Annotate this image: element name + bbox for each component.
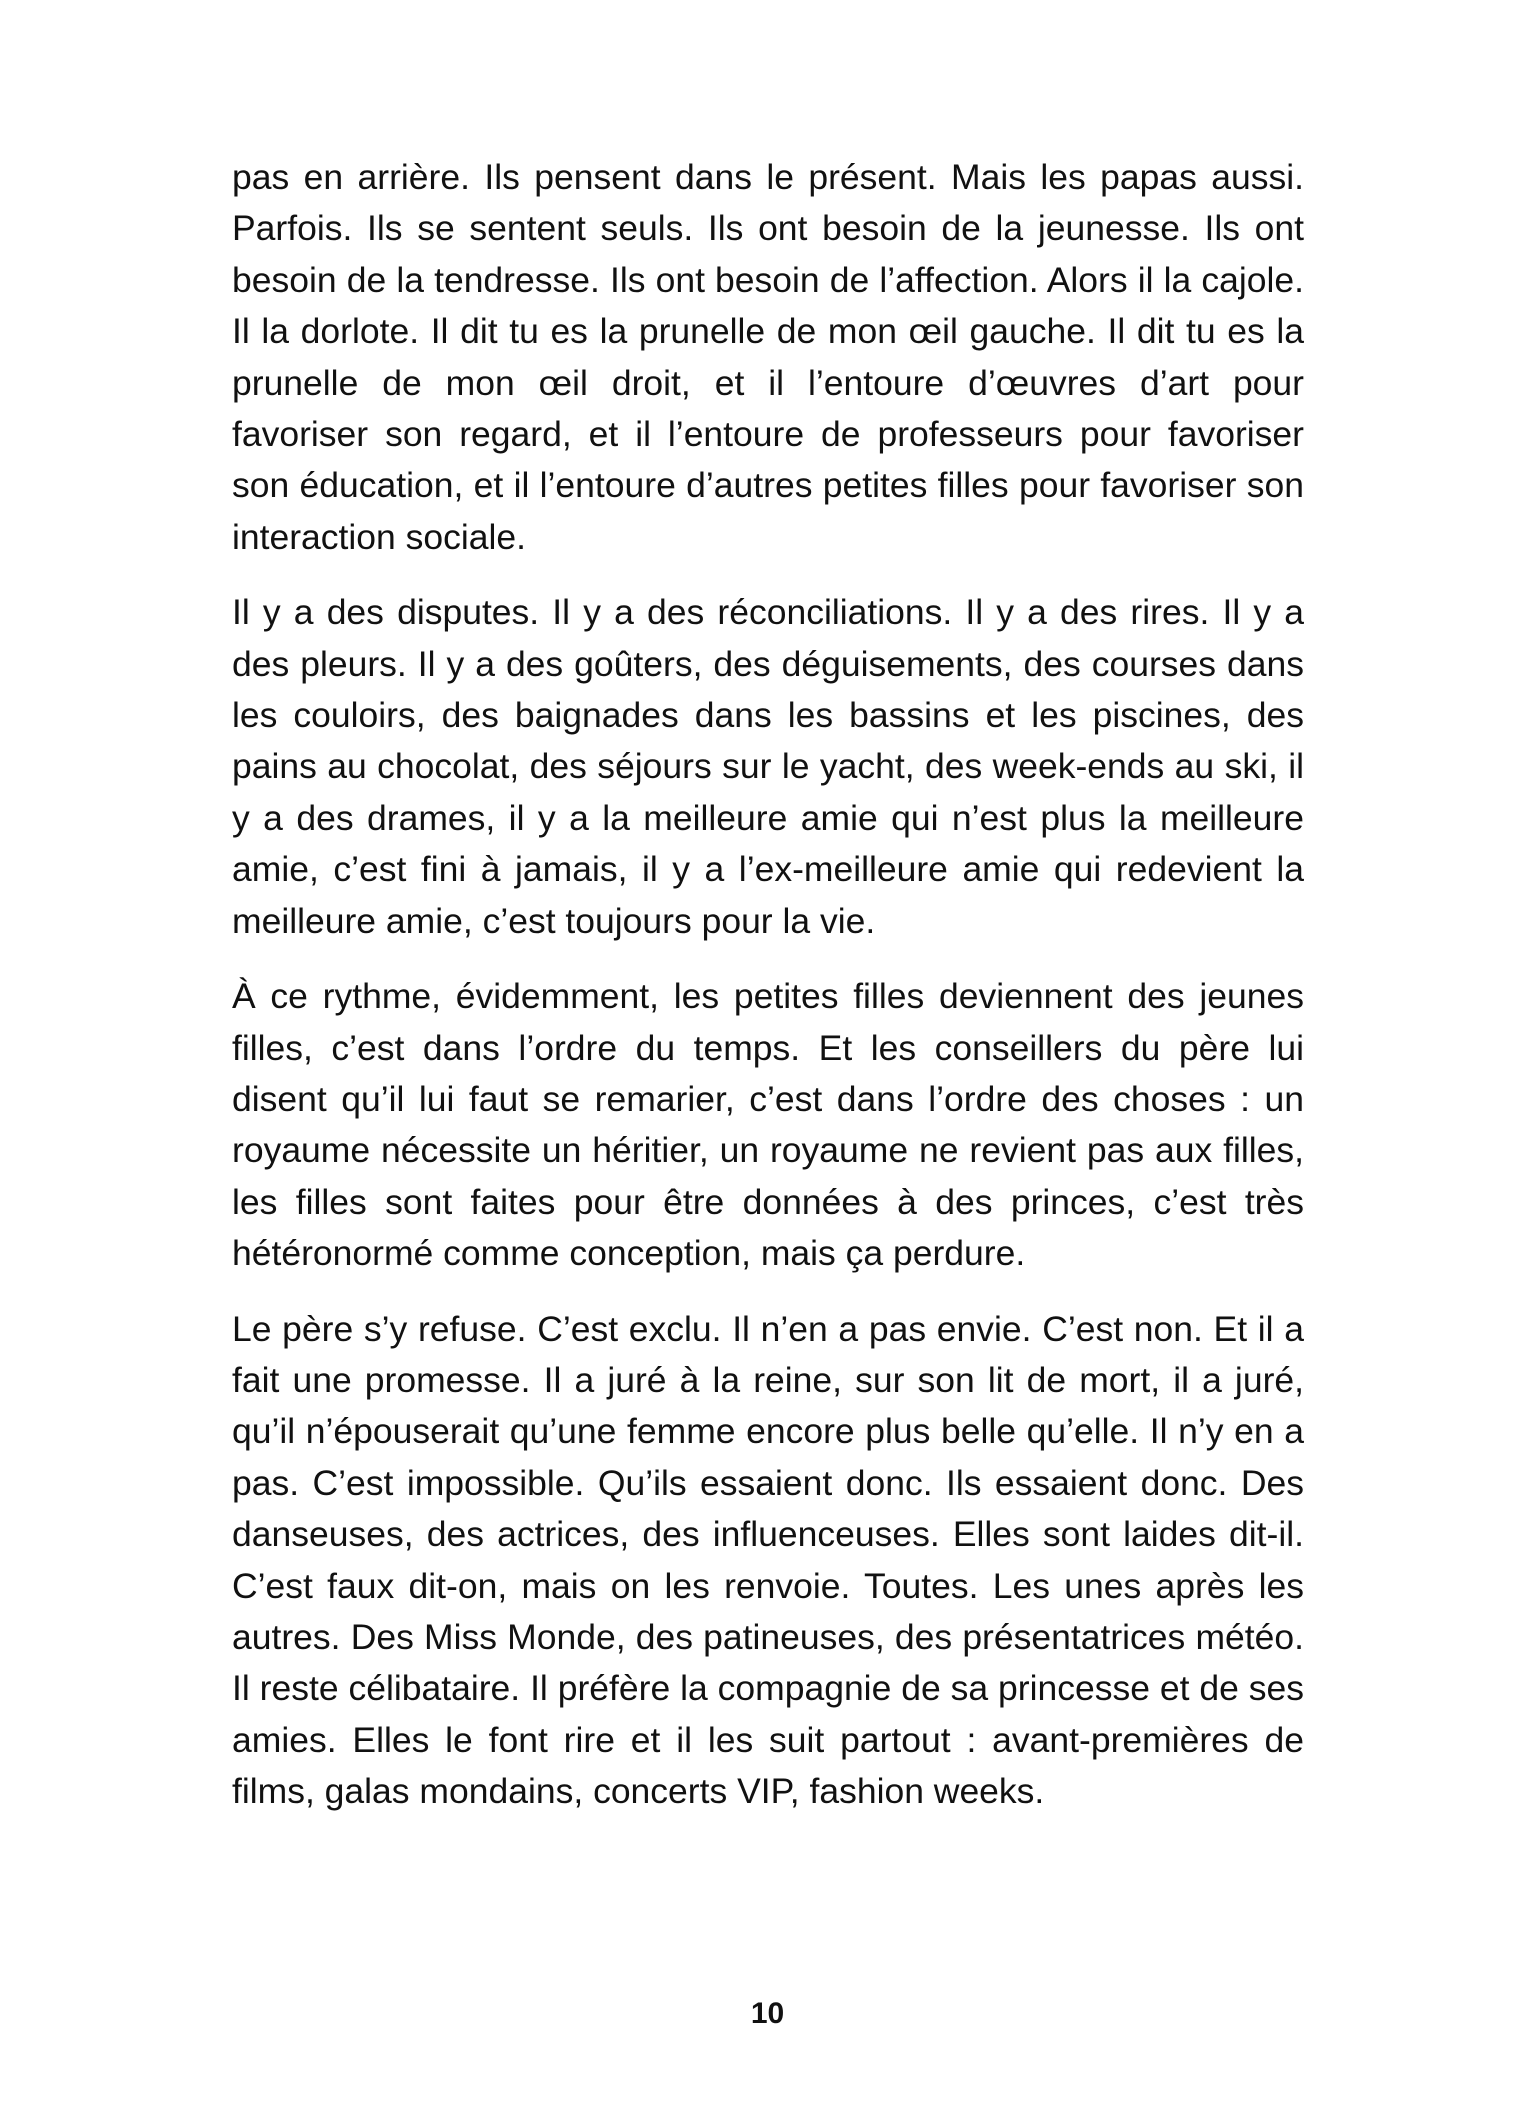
paragraph-1: pas en arrière. Ils pensent dans le présent. Mais les papas aussi. Parfois. Ils se sentent seuls. Ils ont besoin de la jeunesse. Ils ont besoin de la tendresse. Ils ont besoin de l’affection. Alors il la cajole. Il la dorlote. Il dit tu es la prunelle de mon œil gauche. Il dit tu es la prunelle de mon œil droit, et il l’entoure d’œuvres d’art pour favoriser son regard, et il l’entoure de professeurs pour favoriser son éducation, et il l’entoure d’autres petites filles pour favoriser son interaction sociale. bbox=[232, 157, 1304, 557]
paragraph-2: Il y a des disputes. Il y a des réconciliations. Il y a des rires. Il y a des pleurs. Il y a des goûters, des déguisements, des courses dans les couloirs, des baignades dans les bassins et les piscines, des pains au chocolat, des séjours sur le yacht, des week-ends au ski, il y a des drames, il y a la meilleure amie qui n’est plus la meilleure amie, c’est fini à jamais, il y a l’ex-meilleure amie qui redevient la meilleure amie, c’est toujours pour la vie. bbox=[232, 592, 1304, 941]
page-body bbox=[232, 152, 1304, 1842]
paragraph-4: Le père s’y refuse. C’est exclu. Il n’en a pas envie. C’est non. Et il a fait une promesse. Il a juré à la reine, sur son lit de mort, il a juré, qu’il n’épouserait qu’une femme encore plus belle qu’elle. Il n’y en a pas. C’est impossible. Qu’ils essaient donc. Ils essaient donc. Des danseuses, des actrices, des influenceuses. Elles sont laides dit-il. C’est faux dit-on, mais on les renvoie. Toutes. Les unes après les autres. Des Miss Monde, des patineuses, des présentatrices météo. Il reste célibataire. Il préfère la compagnie de sa princesse et de ses amies. Elles le font rire et il les suit partout : avant-premières de films, galas mondains, concerts VIP, fashion weeks. bbox=[232, 1308, 1304, 1812]
page-number: 10 bbox=[750, 1997, 785, 2030]
paragraph-3: À ce rythme, évidemment, les petites filles deviennent des jeunes filles, c’est dans l’ordre du temps. Et les conseillers du père lui disent qu’il lui faut se remarier, c’est dans l’ordre des choses : un royaume nécessite un héritier, un royaume ne revient pas aux filles, les filles sont faites pour être données à des princes, c’est très hétéronormé comme conception, mais ça perdure. bbox=[232, 976, 1304, 1274]
